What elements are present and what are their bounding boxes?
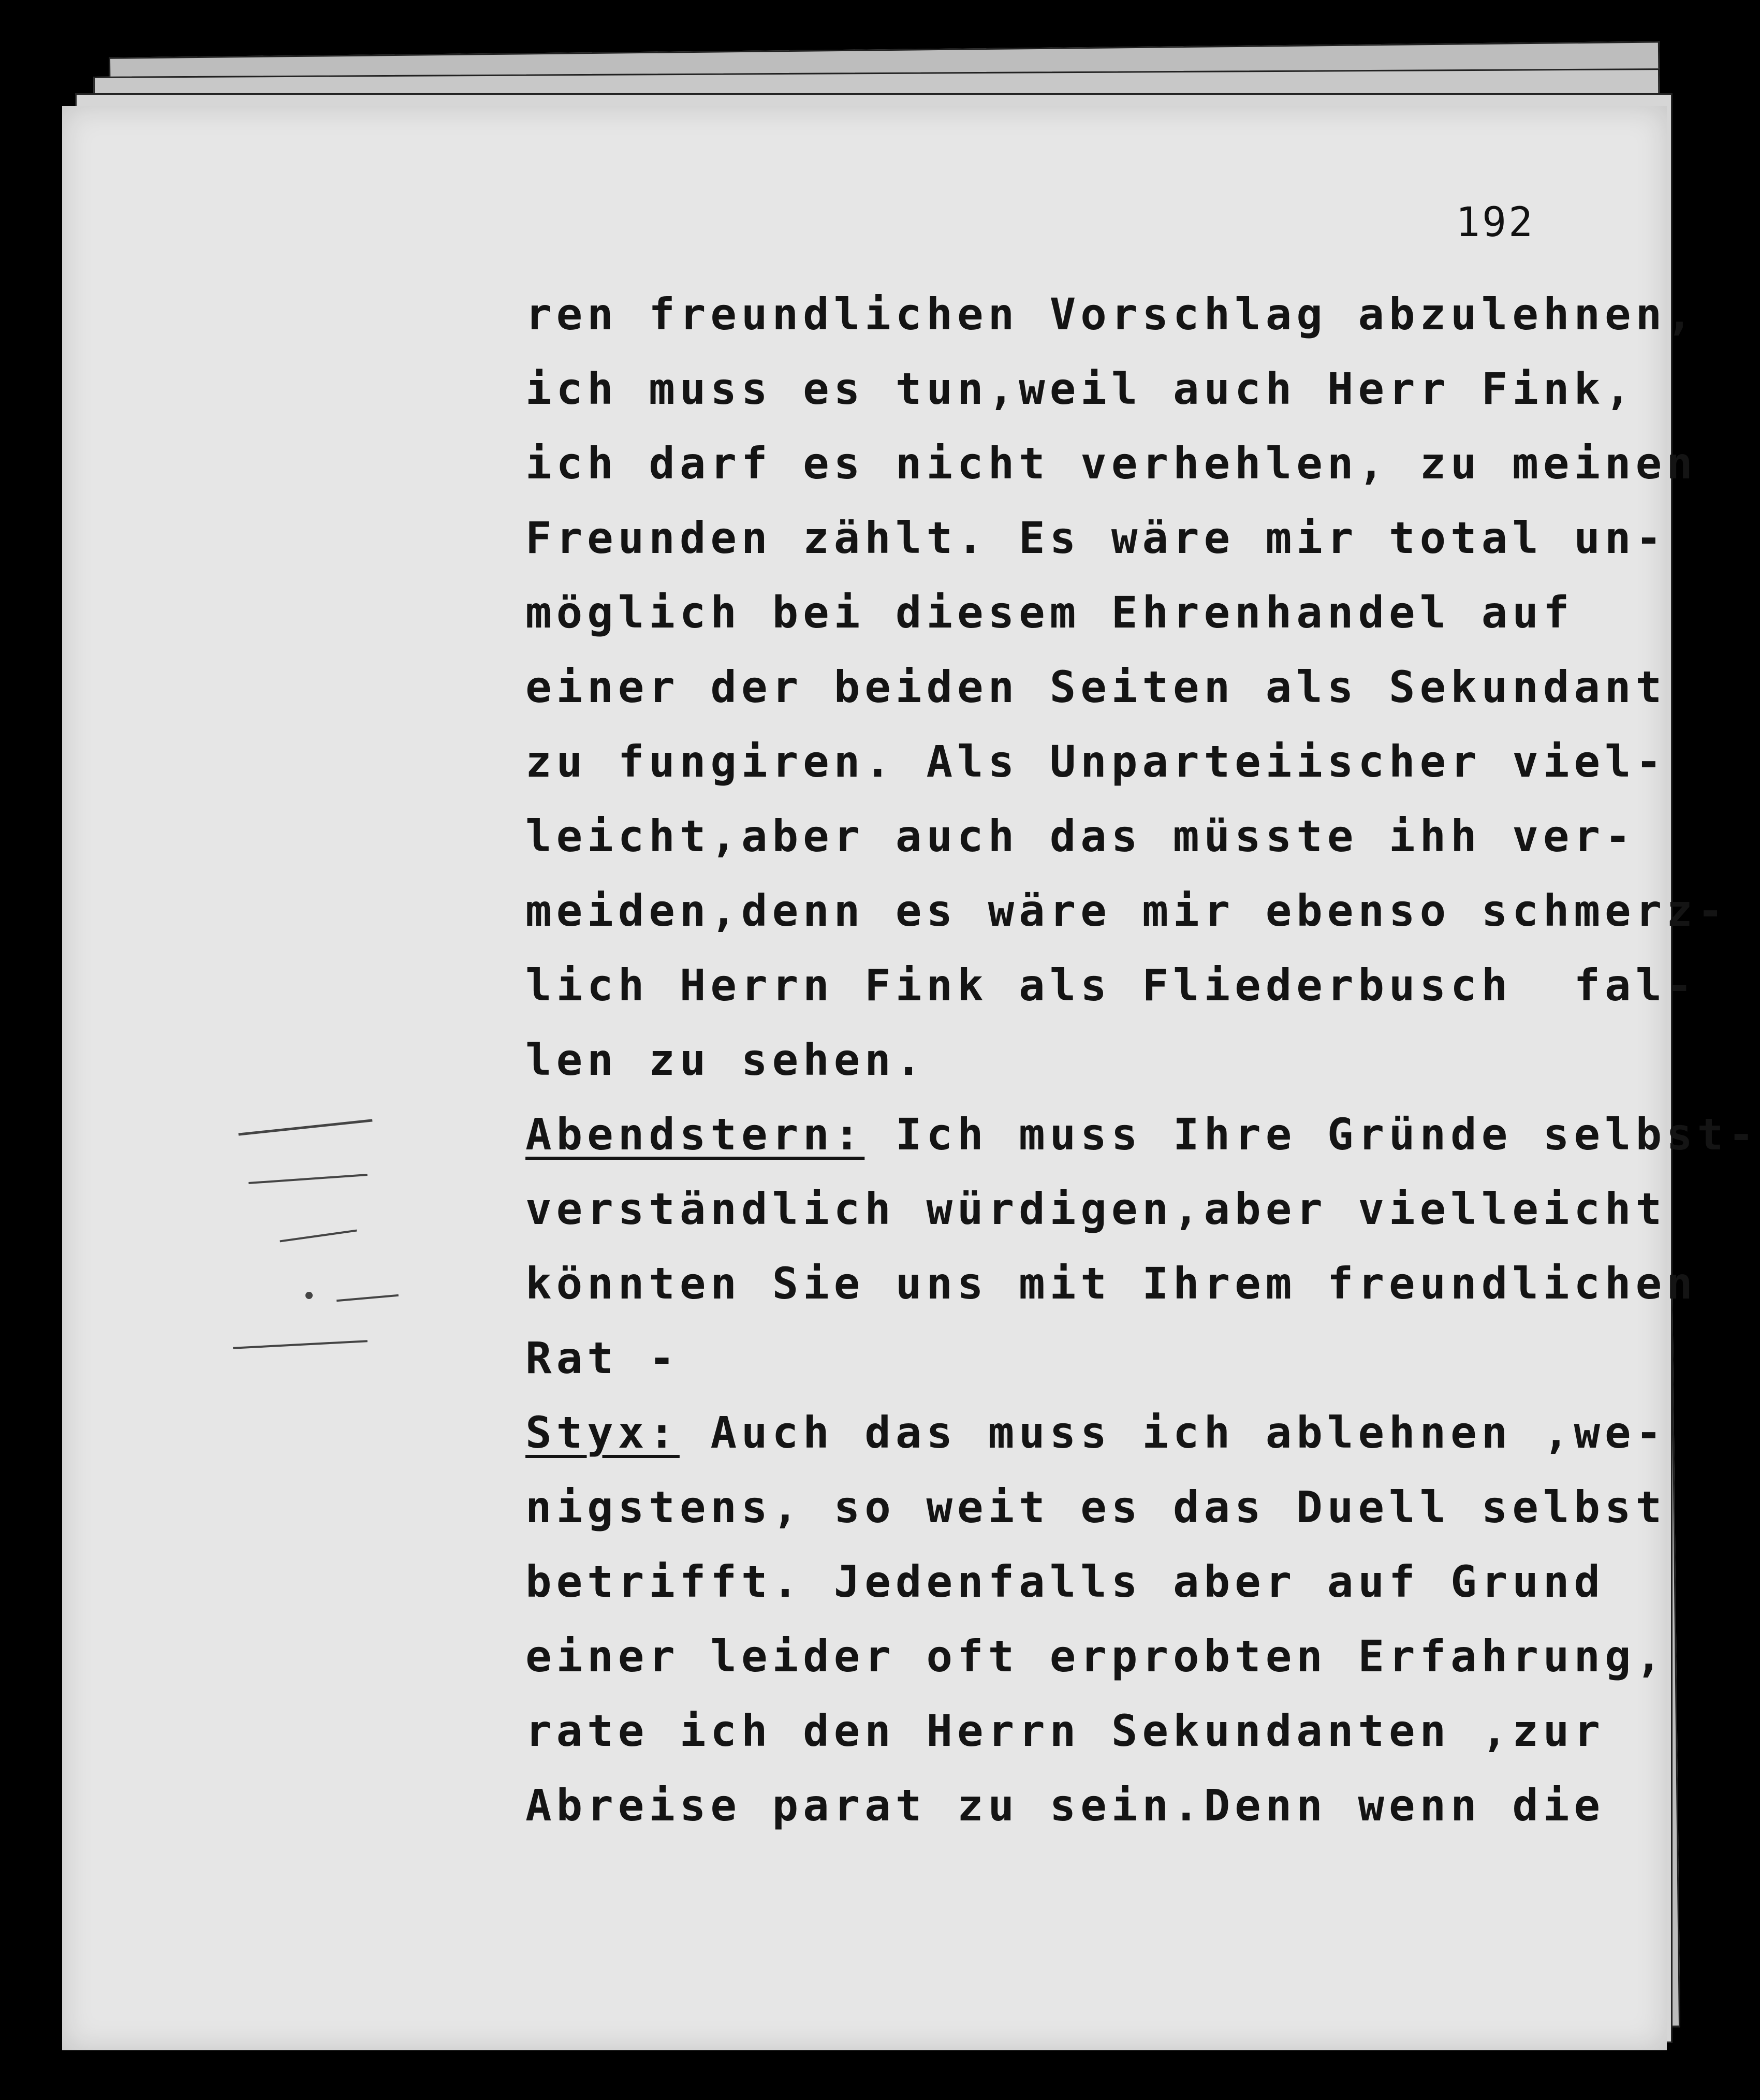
line-text: len zu sehen. [525,1034,927,1085]
margin-pencil-marks [217,1116,476,1478]
line-text: lich Herrn Fink als Fliederbusch fal- [525,960,1697,1011]
line-text: leicht,aber auch das müsste ihh ver- [525,811,1636,862]
text-line [525,1321,1638,1395]
line-text: Freunden zählt. Es wäre mir total un- [525,513,1667,563]
text-line [525,650,1667,724]
text-line [525,1470,1667,1544]
line-text: Rat - [525,1333,680,1383]
text-line [525,1172,1667,1246]
text-line [525,873,1728,948]
text-line [525,426,1697,501]
line-text: könnten Sie uns mit Ihrem freundlichen [525,1258,1697,1309]
text-line [525,724,1667,799]
text-line [525,501,1667,575]
speaker-name: Styx: [525,1407,680,1458]
line-text: Auch das muss ich ablehnen ,we- [679,1407,1667,1458]
typed-text-block [525,277,1759,1843]
text-line [525,1544,1638,1619]
line-text: Ich muss Ihre Gründe selbst- [864,1109,1759,1160]
text-line [525,1246,1697,1321]
text-line [525,1694,1638,1768]
line-text: verständlich würdigen,aber vielleicht [525,1184,1667,1234]
text-line [525,277,1697,352]
text-line [525,352,1638,426]
text-line [525,575,1638,650]
text-line [525,1768,1638,1843]
line-text: ich muss es tun,weil auch Herr Fink, [525,363,1636,414]
line-text: nigstens, so weit es das Duell selbst [525,1482,1667,1533]
line-text: zu fungiren. Als Unparteiischer viel- [525,736,1667,787]
line-text: einer der beiden Seiten als Sekundant [525,662,1667,712]
text-line [525,1023,1638,1097]
text-line [525,1395,1667,1470]
line-text: möglich bei diesem Ehrenhandel auf [525,587,1574,638]
line-text: ich darf es nicht verhehlen, zu meinen [525,438,1697,489]
text-line [525,799,1638,873]
text-line [525,1619,1667,1694]
text-line [525,948,1697,1023]
line-text: betrifft. Jedenfalls aber auf Grund [525,1556,1605,1607]
text-line [525,1097,1759,1172]
typescript-page [62,106,1759,2050]
page-number: 192 [1456,199,1535,246]
line-text: Abreise parat zu sein.Denn wenn die [525,1780,1605,1831]
line-text: rate ich den Herrn Sekundanten ,zur [525,1705,1605,1756]
line-text: einer leider oft erprobten Erfahrung, [525,1631,1667,1682]
line-text: meiden,denn es wäre mir ebenso schmerz- [525,885,1728,936]
line-text: ren freundlichen Vorschlag abzulehnen, [525,289,1697,340]
speaker-name: Abendstern: [525,1109,865,1160]
